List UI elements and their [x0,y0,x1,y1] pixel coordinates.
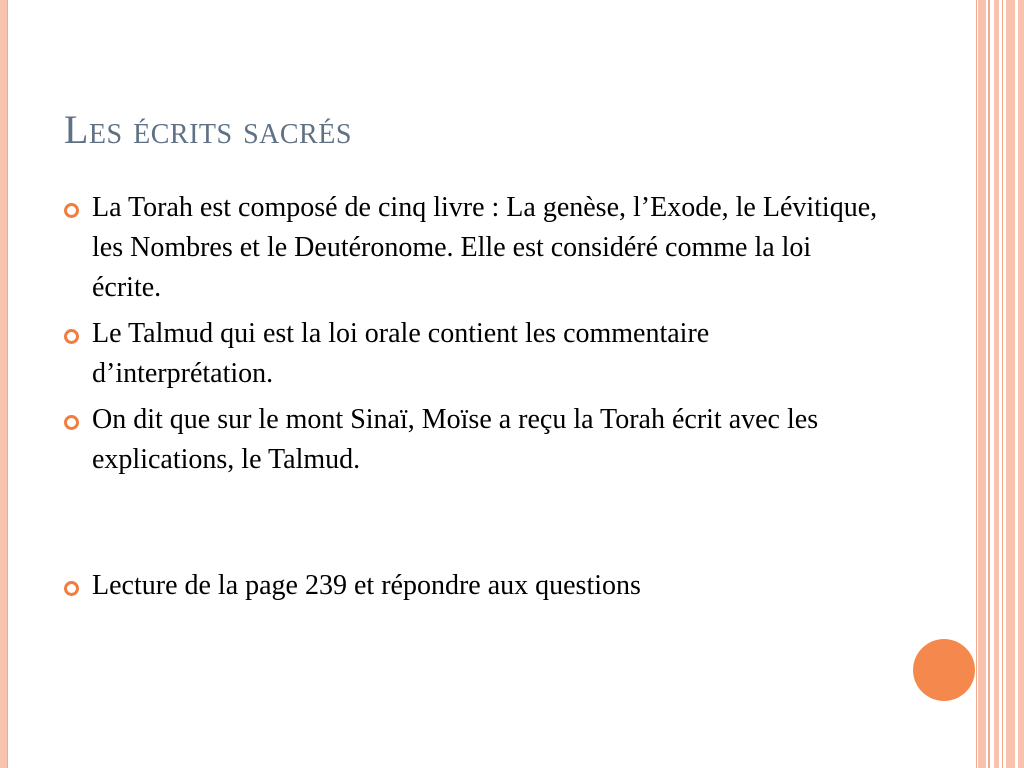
bullet-item-torah [64,188,884,308]
stripe-5 [1002,0,1003,768]
bullet-text: On dit que sur le mont Sinaï, Moïse a reçu la Torah écrit avec les explications, le Talmud. [92,404,819,475]
right-decorative-stripes [976,0,1024,768]
left-frame-stripe [0,0,7,768]
stripe-4 [994,0,999,768]
orange-circle-icon [913,639,975,701]
bullet-item-reading [64,566,884,606]
bullet-text: Le Talmud qui est la loi orale contient les commentaire d’interprétation. [92,318,710,389]
bullet-circle-icon [64,581,79,596]
bullet-text: La Torah est composé de cinq livre : La genèse, l’Exode, le Lévitique, les Nombres et le Deutéronome. Elle est considéré comme la loi écrite. [92,192,878,303]
stripe-6 [1006,0,1015,768]
stripe-7 [1018,0,1024,768]
bullet-circle-icon [64,329,79,344]
stripe-2 [978,0,986,768]
left-frame-line [7,0,8,768]
bullet-item-sinai [64,400,884,480]
bullet-circle-icon [64,203,79,218]
bullet-text: Lecture de la page 239 et répondre aux questions [92,570,641,601]
stripe-1 [976,0,977,768]
stripe-3 [988,0,990,768]
slide-title: Les écrits sacrés [64,107,352,152]
bullet-list [64,188,884,612]
bullet-circle-icon [64,415,79,430]
bullet-item-talmud [64,314,884,394]
